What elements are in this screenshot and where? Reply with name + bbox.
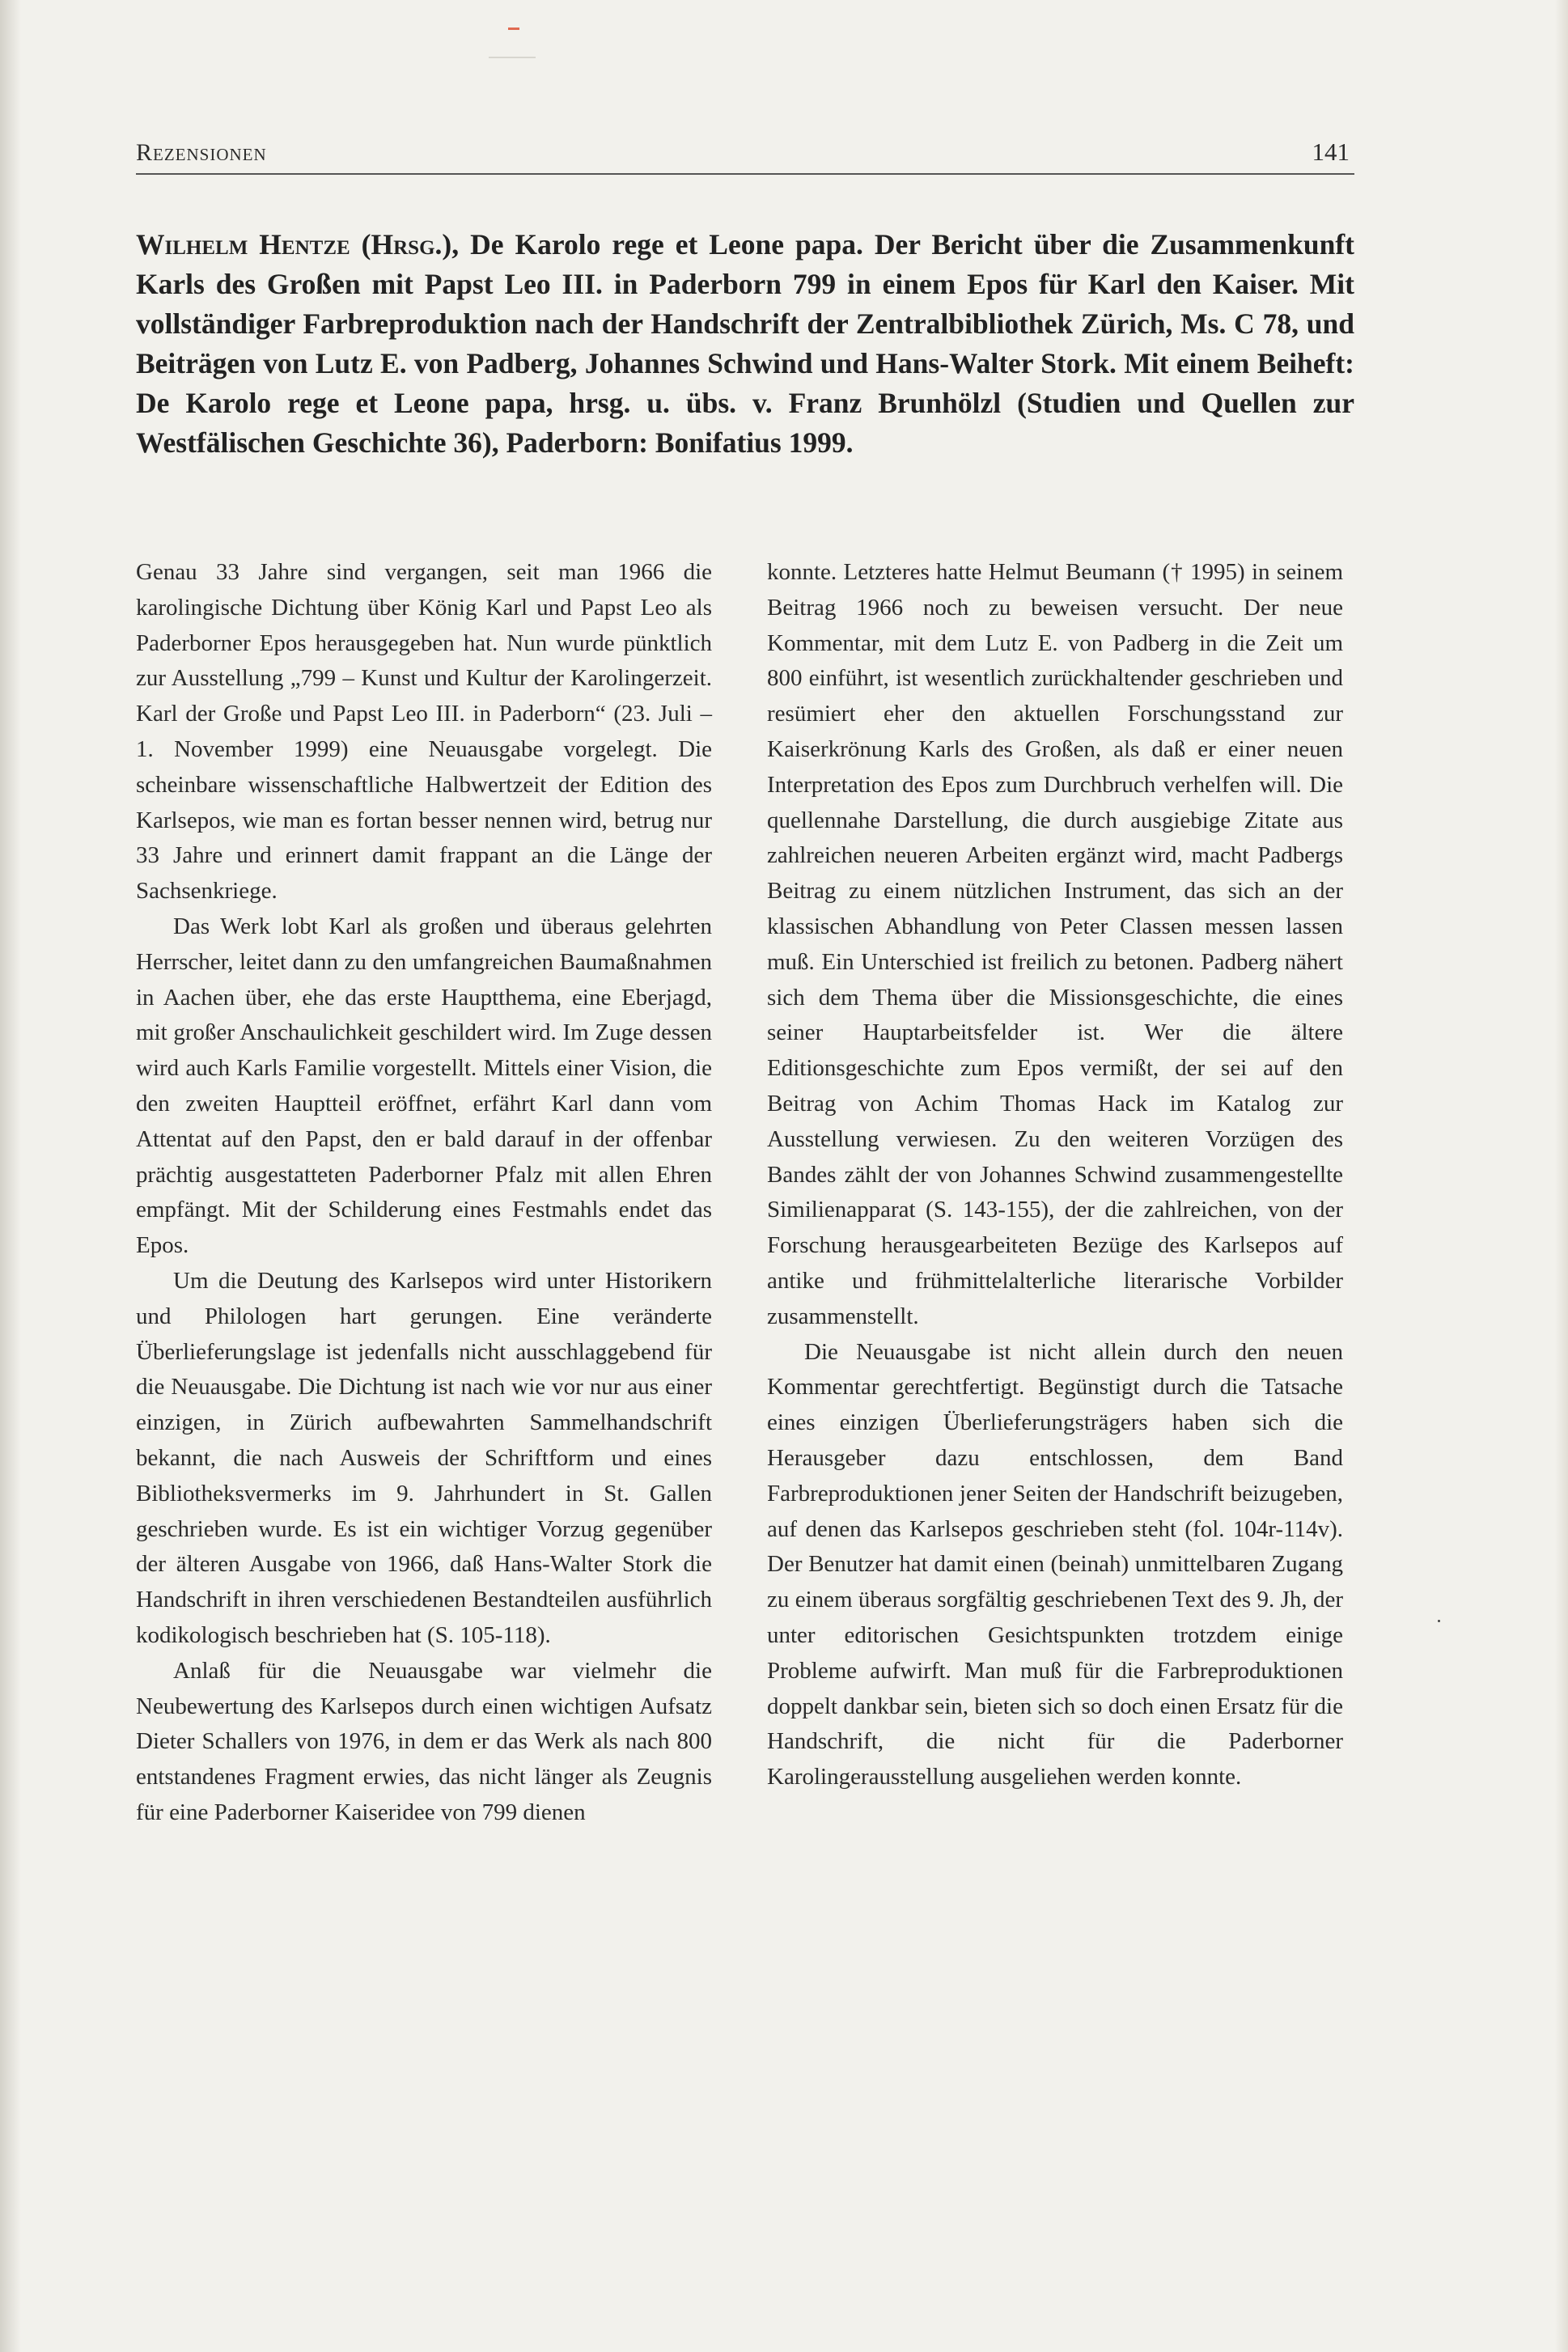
paragraph: konnte. Letzteres hatte Helmut Beumann († 1995) in seinem Beitrag 1966 noch zu beweisen versucht. Der neue Kommentar, mit dem Lutz E. von Padberg in die Zeit um 800 einführt, ist wesentlich zurückhaltender geschrieben und resümiert eher den aktuellen Forschungsstand zur Kaiserkrönung Karls des Großen, als daß er einer neuen Interpretation des Epos zum Durchbruch verhelfen will. Die quellennahe Darstellung, die durch ausgiebige Zitate aus zahlreichen neueren Arbeiten ergänzt wird, macht Padbergs Beitrag zu einem nützlichen Instrument, das sich an der klassischen Abhandlung von Peter Classen messen lassen muß. Ein Unterschied ist freilich zu betonen. Padberg nähert sich dem Thema über die Missionsgeschichte, die eines seiner Hauptarbeitsfelder ist. Wer die ältere Editionsgeschichte zum Epos vermißt, der sei auf den Beitrag von Achim Thomas Hack im Katalog zur Ausstellung verwiesen. Zu den weiteren Vorzügen des Bandes zählt der von Johannes Schwind zusammengestellte Similienapparat (S. 143-155), der die zahlreichen, von der Forschung herausgearbeiteten Bezüge des Karlsepos auf antike und frühmittelalterliche literarische Vorbilder zusammenstellt. [767, 559, 1343, 1329]
running-head: Rezensionen [136, 139, 267, 166]
page-number: 141 [1312, 138, 1350, 166]
scan-mark [508, 28, 519, 30]
page-edge [1555, 0, 1568, 2352]
review-bibliography: , De Karolo rege et Leone papa. Der Bericht über die Zusammenkunft Karls des Großen mit Papst Leo III. in Paderborn 799 in einem Epos für Karl den Kaiser. Mit vollständiger Farbreproduktion nach der Handschrift der Zentralbibliothek Zürich, Ms. C 78, und Beiträgen von Lutz E. von Padberg, Johannes Schwind und Hans-Walter Stork. Mit einem Beiheft: De Karolo rege et Leone papa, hrsg. u. übs. v. Franz Brunhölzl (Studien und Quellen zur Westfälischen Geschichte 36), Paderborn: Bonifatius 1999. [136, 228, 1354, 459]
paragraph: Das Werk lobt Karl als großen und überaus gelehrten Herrscher, leitet dann zu den umfangreichen Baumaßnahmen in Aachen über, ehe das erste Hauptthema, eine Eberjagd, mit großer Anschaulichkeit geschildert wird. Im Zuge dessen wird auch Karls Familie vorgestellt. Mittels einer Vision, die den zweiten Hauptteil eröffnet, erfährt Karl dann vom Attentat auf den Papst, den er bald darauf in der offenbar prächtig ausgestatteten Paderborner Pfalz mit allen Ehren empfängt. Mit der Schilderung eines Festmahls endet das Epos. [136, 913, 712, 1259]
right-column [767, 555, 1343, 1795]
paragraph: Anlaß für die Neuausgabe war vielmehr die Neubewertung des Karlsepos durch einen wichtigen Aufsatz Dieter Schallers von 1976, in dem er das Werk als nach 800 entstandenes Fragment erwies, das nicht länger als Zeugnis für eine Paderborner Kaiseridee von 799 dienen [136, 1657, 712, 1825]
speck [1438, 1620, 1440, 1622]
page-header [136, 134, 1354, 175]
review-heading [136, 225, 1354, 463]
left-column [136, 555, 712, 1831]
paragraph: Die Neuausgabe ist nicht allein durch den neuen Kommentar gerechtfertigt. Begünstigt durch die Tatsache eines einzigen Überlieferungsträgers haben sich die Herausgeber dazu entschlossen, dem Band Farbreproduktionen jener Seiten der Handschrift beizugeben, auf denen das Karlsepos geschrieben steht (fol. 104r-114v). Der Benutzer hat damit einen (beinah) unmittelbaren Zugang zu einem überaus sorgfältig geschriebenen Text des 9. Jh, der unter editorischen Gesichtspunkten trotzdem einige Probleme aufwirft. Man muß für die Farbreproduktionen doppelt dankbar sein, bieten sich so doch einen Ersatz für die Handschrift, die nicht für die Paderborner Karolingerausstellung ausgeliehen werden konnte. [767, 1338, 1343, 1790]
spine-shadow [0, 0, 21, 2352]
paragraph: Um die Deutung des Karlsepos wird unter Historikern und Philologen hart gerungen. Eine veränderte Überlieferungslage ist jedenfalls nicht ausschlaggebend für die Neuausgabe. Die Dichtung ist nach wie vor nur aus einer einzigen, in Zürich aufbewahrten Sammelhandschrift bekannt, die nach Ausweis der Schriftform und eines Bibliotheksvermerks im 9. Jahrhundert in St. Gallen geschrieben wurde. Es ist ein wichtiger Vorzug gegenüber der älteren Ausgabe von 1966, daß Hans-Walter Stork die Handschrift in ihren verschiedenen Bestandteilen ausführlich kodikologisch beschrieben hat (S. 105-118). [136, 1267, 712, 1648]
scan-mark [489, 57, 536, 58]
review-author: Wilhelm Hentze (Hrsg.) [136, 228, 452, 261]
paragraph: Genau 33 Jahre sind vergangen, seit man 1966 die karolingische Dichtung über König Karl und Papst Leo als Paderborner Epos herausgegeben hat. Nun wurde pünktlich zur Ausstellung „799 – Kunst und Kultur der Karolingerzeit. Karl der Große und Papst Leo III. in Paderborn“ (23. Juli – 1. November 1999) eine Neuausgabe vorgelegt. Die scheinbare wissenschaftliche Halbwertzeit der Edition des Karlsepos, wie man es fortan besser nennen wird, betrug nur 33 Jahre und erinnert damit frappant an die Länge der Sachsenkriege. [136, 559, 712, 905]
